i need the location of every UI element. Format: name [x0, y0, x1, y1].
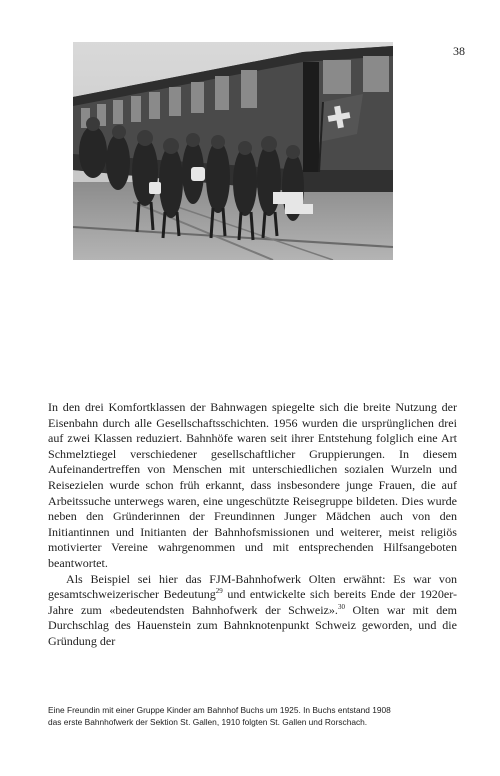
paragraph-part: und entwickelte sich bereits Ende der 1920er-Jahre zum «bedeutendsten Bahnhofwerk der Schweiz».	[48, 587, 457, 617]
caption-line: Eine Freundin mit einer Gruppe Kinder am Bahnhof Buchs um 1925. In Buchs entstand 1908	[48, 705, 391, 715]
photo-caption	[48, 705, 460, 728]
paragraph: In den drei Komfortklassen der Bahnwagen spiegelte sich die breite Nutzung der Eisenbahn durch alle Gesellschaftsschichten. 1956 wurden die ursprünglichen drei auf zwei Klassen reduziert. Bahnhöfe waren seit ihrer Entstehung folglich eine Art Schmelztiegel verschiedener gesellschaftlicher Gruppierungen. In diesem Aufeinandertreffen von Menschen mit unterschiedlichen sozialen Wurzeln und Reisezielen wurde schon früh erkannt, dass insbesondere junge Frauen, die auf Arbeitssuche unterwegs waren, eine ungeschützte Reisegruppe bildeten. Dies wurde neben den Gründerinnen der Freundinnen Junger Mädchen auch von den Initiantinnen und Initianten der Bahnhofsmissionen und weiterer, meist religiös motivierter Vereine wahrgenommen und mit entsprechenden Hilfsangeboten beantwortet.	[48, 400, 457, 570]
paragraph-part: Als Beispiel sei hier das FJM-Bahnhofwerk Olten erwähnt: Es war von gesamtschweizerischer Bedeutung	[48, 571, 457, 602]
footnote-ref[interactable]: 29	[215, 587, 223, 596]
paragraph	[48, 572, 457, 650]
footnote-ref[interactable]: 30	[337, 602, 345, 611]
caption-line: das erste Bahnhofwerk der Sektion St. Gallen, 1910 folgten St. Gallen und Rorschach.	[48, 716, 368, 727]
historical-photo	[73, 42, 393, 260]
paragraph-part: Olten war mit dem Durchschlag des Hauenstein zum Bahnknotenpunkt Schweiz geworden, und die Gründung der	[48, 602, 457, 648]
page-number: 38	[453, 44, 465, 58]
body-text	[48, 400, 457, 650]
